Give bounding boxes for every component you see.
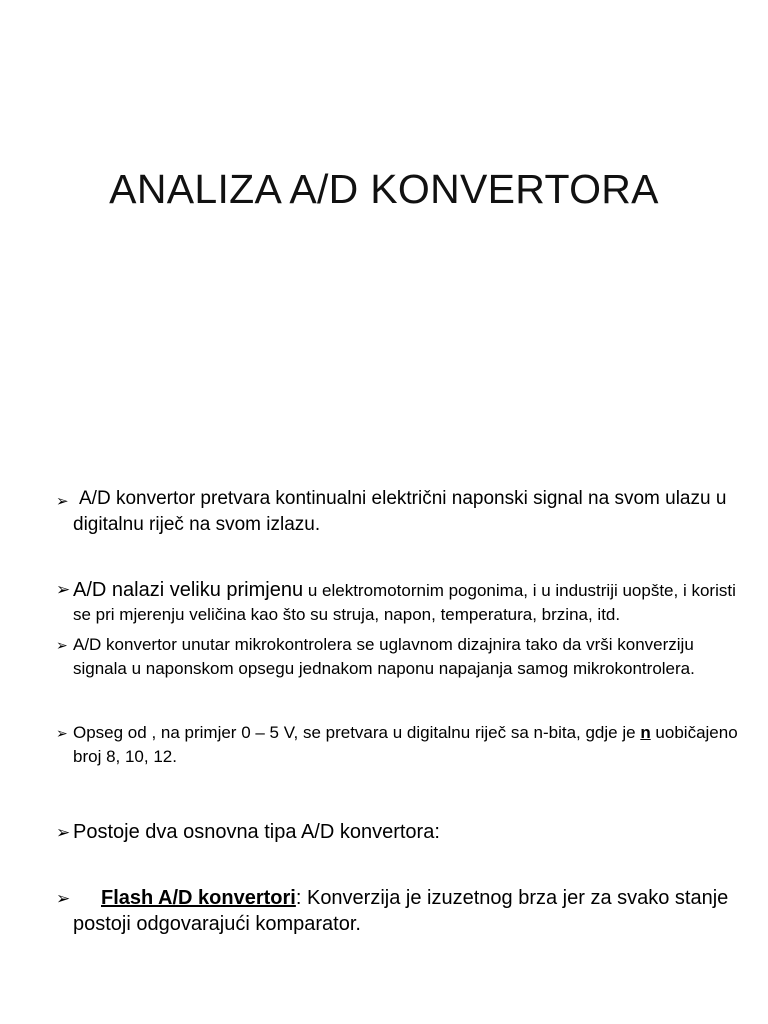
arrow-bullet-icon: ➢ xyxy=(56,823,71,843)
bullet-text: A/D konvertor pretvara kontinualni električni naponski signal na svom ulazu u digitalnu riječ na svom izlazu. xyxy=(73,488,727,535)
arrow-bullet-icon: ➢ xyxy=(56,889,71,909)
bullet-text: Opseg od , na primjer 0 – 5 V, se pretvara u digitalnu riječ sa n-bita, gdje je xyxy=(73,723,641,742)
bullet-text: Postoje dva osnovna tipa A/D konvertora: xyxy=(73,821,440,843)
arrow-bullet-icon: ➢ xyxy=(56,726,68,742)
bullet-item xyxy=(56,885,746,937)
slide-body xyxy=(56,486,746,937)
arrow-bullet-icon: ➢ xyxy=(56,580,71,600)
bullet-item xyxy=(56,486,746,538)
arrow-bullet-icon: ➢ xyxy=(56,638,68,654)
bullet-text: A/D konvertor unutar mikrokontrolera se uglavnom dizajnira tako da vrši konverziju signala u naponskom opsegu jednakom naponu napajanja samog mikrokontrolera. xyxy=(73,635,695,678)
bullet-item xyxy=(56,819,746,845)
bullet-strong-text: Flash A/D konvertori xyxy=(101,887,296,909)
bullet-item xyxy=(56,578,746,627)
arrow-bullet-icon: ➢ xyxy=(56,492,69,510)
bullet-text: u elektromotornim pogonima, i u industriji uopšte, i koristi se pri mjerenju veličina kao što su struja, napon, temperatura, brzina, itd. xyxy=(73,581,736,624)
bullet-item xyxy=(56,721,746,769)
bullet-text: : Konverzija je izuzetnog brza jer za svako stanje postoji odgovarajući komparator. xyxy=(73,887,729,935)
bullet-emphasis: n xyxy=(640,723,651,742)
bullet-item xyxy=(56,633,746,681)
bullet-lead-text: A/D nalazi veliku primjenu xyxy=(73,579,304,601)
bullet-text: uobičajeno broj 8, 10, 12. xyxy=(73,723,738,766)
slide-title: ANALIZA A/D KONVERTORA xyxy=(109,166,659,212)
